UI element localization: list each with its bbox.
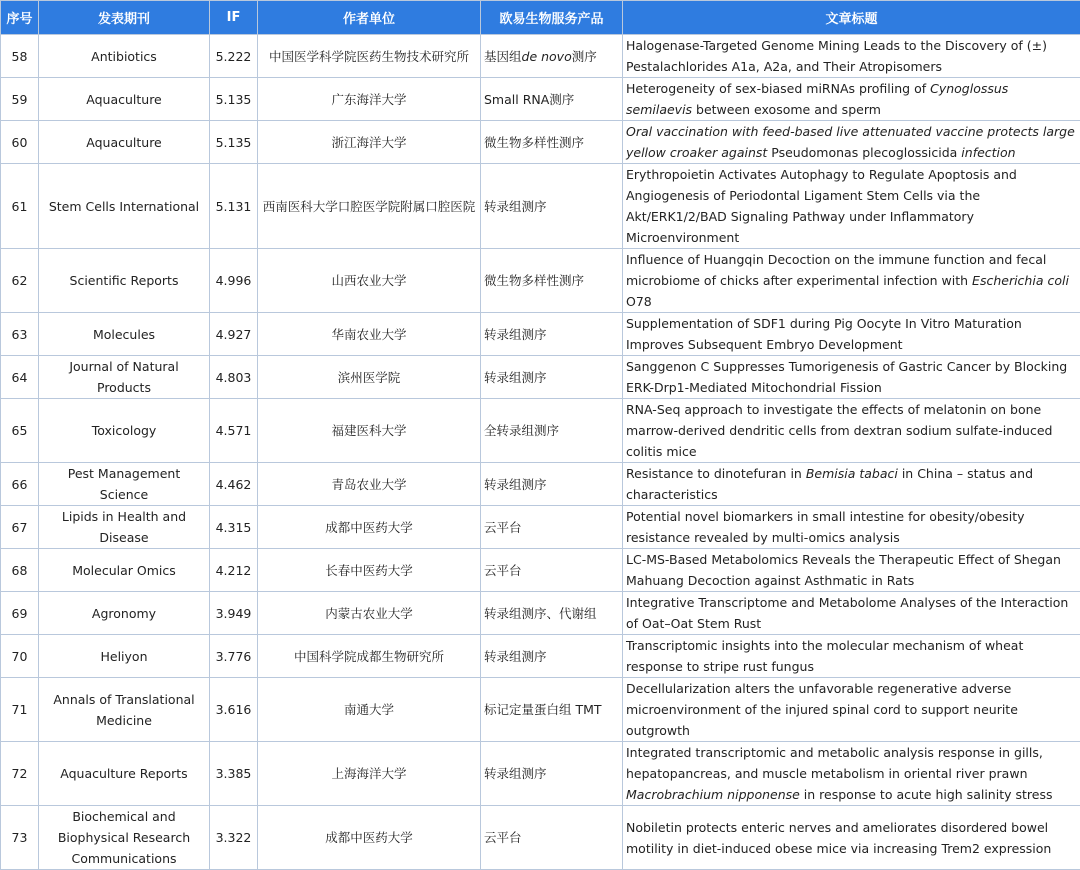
title-text: Decellularization alters the unfavorable regenerative adverse microenvironment of the injured spinal cord to support neurite outgrowth: [626, 681, 1018, 738]
cell-if: 4.462: [210, 463, 258, 506]
cell-if: 5.222: [210, 35, 258, 78]
cell-if: 3.322: [210, 806, 258, 870]
cell-author-unit: 上海海洋大学: [258, 742, 481, 806]
cell-service: [481, 356, 623, 399]
cell-author-unit: 华南农业大学: [258, 313, 481, 356]
cell-article-title: [623, 121, 1080, 164]
cell-service: [481, 678, 623, 742]
cell-journal: Molecular Omics: [39, 549, 210, 592]
cell-index: 66: [1, 463, 39, 506]
cell-author-unit: 成都中医药大学: [258, 806, 481, 870]
cell-author-unit: 中国医学科学院医药生物技术研究所: [258, 35, 481, 78]
cell-author-unit: 西南医科大学口腔医学院附属口腔医院: [258, 164, 481, 249]
cell-service: [481, 506, 623, 549]
title-text: Integrated transcriptomic and metabolic analysis response in gills, hepatopancreas, and muscle metabolism in oriental river prawn: [626, 745, 1043, 781]
cell-service: [481, 35, 623, 78]
table-header: [1, 1, 1080, 35]
service-text: 云平台: [484, 563, 522, 578]
cell-journal: Lipids in Health and Disease: [39, 506, 210, 549]
table-row: [1, 121, 1080, 164]
cell-index: 71: [1, 678, 39, 742]
service-text: de novo: [522, 49, 572, 64]
header-row: [1, 1, 1080, 35]
title-text: O78: [626, 294, 652, 309]
cell-author-unit: 长春中医药大学: [258, 549, 481, 592]
title-text: Resistance to dinotefuran in: [626, 466, 806, 481]
service-text: 转录组测序: [484, 649, 547, 664]
title-text: Halogenase-Targeted Genome Mining Leads to the Discovery of (±) Pestalachlorides A1a, A2a, and Their Atropisomers: [626, 38, 1047, 74]
cell-journal: Stem Cells International: [39, 164, 210, 249]
cell-index: 60: [1, 121, 39, 164]
cell-author-unit: 山西农业大学: [258, 249, 481, 313]
cell-article-title: [623, 35, 1080, 78]
service-text: 转录组测序: [484, 477, 547, 492]
service-text: 测序: [572, 49, 597, 64]
cell-journal: Journal of Natural Products: [39, 356, 210, 399]
service-text: Small RNA测序: [484, 92, 574, 107]
table-row: [1, 313, 1080, 356]
table-row: [1, 399, 1080, 463]
table-row: [1, 549, 1080, 592]
title-text: between exosome and sperm: [692, 102, 881, 117]
cell-if: 4.803: [210, 356, 258, 399]
cell-index: 59: [1, 78, 39, 121]
title-text: Erythropoietin Activates Autophagy to Regulate Apoptosis and Angiogenesis of Periodontal Ligament Stem Cells via the Akt/ERK1/2/BAD Signaling Pathway under Inflammatory Microenvironment: [626, 167, 1017, 245]
cell-index: 70: [1, 635, 39, 678]
service-text: 转录组测序: [484, 327, 547, 342]
cell-if: 4.996: [210, 249, 258, 313]
table-row: [1, 806, 1080, 870]
cell-author-unit: 中国科学院成都生物研究所: [258, 635, 481, 678]
service-text: 云平台: [484, 830, 522, 845]
table-row: [1, 592, 1080, 635]
col-header-index: 序号: [1, 1, 39, 35]
table-row: [1, 635, 1080, 678]
cell-journal: Aquaculture: [39, 121, 210, 164]
cell-article-title: [623, 806, 1080, 870]
table-row: [1, 678, 1080, 742]
title-text: infection: [961, 145, 1015, 160]
col-header-journal: 发表期刊: [39, 1, 210, 35]
table-row: [1, 164, 1080, 249]
cell-index: 58: [1, 35, 39, 78]
cell-author-unit: 内蒙古农业大学: [258, 592, 481, 635]
title-text: LC-MS-Based Metabolomics Reveals the Therapeutic Effect of Shegan Mahuang Decoction against Asthmatic in Rats: [626, 552, 1061, 588]
cell-service: [481, 635, 623, 678]
table-row: [1, 78, 1080, 121]
cell-service: [481, 121, 623, 164]
cell-journal: Heliyon: [39, 635, 210, 678]
table-row: [1, 35, 1080, 78]
cell-article-title: [623, 506, 1080, 549]
table-row: [1, 356, 1080, 399]
table-row: [1, 506, 1080, 549]
title-text: Potential novel biomarkers in small intestine for obesity/obesity resistance revealed by multi-omics analysis: [626, 509, 1025, 545]
cell-journal: Aquaculture: [39, 78, 210, 121]
title-text: Escherichia coli: [972, 273, 1069, 288]
title-text: Supplementation of SDF1 during Pig Oocyte In Vitro Maturation Improves Subsequent Embryo Development: [626, 316, 1022, 352]
cell-index: 67: [1, 506, 39, 549]
table-row: [1, 249, 1080, 313]
title-text: in China – status and characteristics: [626, 466, 1033, 502]
cell-if: 5.135: [210, 121, 258, 164]
col-header-service: 欧易生物服务产品: [481, 1, 623, 35]
cell-article-title: [623, 592, 1080, 635]
title-text: Sanggenon C Suppresses Tumorigenesis of Gastric Cancer by Blocking ERK-Drp1-Mediated Mitochondrial Fission: [626, 359, 1067, 395]
cell-journal: Toxicology: [39, 399, 210, 463]
cell-journal: Aquaculture Reports: [39, 742, 210, 806]
cell-if: 5.131: [210, 164, 258, 249]
cell-service: [481, 463, 623, 506]
cell-article-title: [623, 742, 1080, 806]
cell-journal: Molecules: [39, 313, 210, 356]
cell-index: 72: [1, 742, 39, 806]
service-text: 标记定量蛋白组 TMT: [484, 702, 602, 717]
service-text: 转录组测序: [484, 199, 547, 214]
cell-article-title: [623, 78, 1080, 121]
title-text: Influence of Huangqin Decoction on the immune function and fecal microbiome of chicks after experimental infection with: [626, 252, 1046, 288]
service-text: 微生物多样性测序: [484, 273, 584, 288]
cell-service: [481, 806, 623, 870]
title-text: Pseudomonas plecoglossicida: [767, 145, 961, 160]
cell-journal: Agronomy: [39, 592, 210, 635]
title-text: Bemisia tabaci: [806, 466, 898, 481]
table-row: [1, 742, 1080, 806]
cell-service: [481, 549, 623, 592]
service-text: 全转录组测序: [484, 423, 559, 438]
cell-service: [481, 399, 623, 463]
cell-if: 3.616: [210, 678, 258, 742]
title-text: Heterogeneity of sex-biased miRNAs profiling of: [626, 81, 930, 96]
cell-service: [481, 249, 623, 313]
service-text: 转录组测序: [484, 370, 547, 385]
cell-article-title: [623, 635, 1080, 678]
table-body: [1, 35, 1080, 870]
cell-article-title: [623, 549, 1080, 592]
cell-service: [481, 742, 623, 806]
cell-author-unit: 青岛农业大学: [258, 463, 481, 506]
cell-service: [481, 592, 623, 635]
cell-journal: Antibiotics: [39, 35, 210, 78]
title-text: Macrobrachium nipponense: [626, 787, 800, 802]
cell-index: 65: [1, 399, 39, 463]
cell-article-title: [623, 313, 1080, 356]
title-text: Oral vaccination with feed-based live attenuated vaccine protects large yellow croaker against: [626, 124, 1075, 160]
cell-author-unit: 福建医科大学: [258, 399, 481, 463]
col-header-if: IF: [210, 1, 258, 35]
cell-journal: Biochemical and Biophysical Research Communications: [39, 806, 210, 870]
cell-article-title: [623, 164, 1080, 249]
cell-index: 61: [1, 164, 39, 249]
cell-article-title: [623, 356, 1080, 399]
title-text: in response to acute high salinity stress: [800, 787, 1053, 802]
table-row: [1, 463, 1080, 506]
cell-service: [481, 313, 623, 356]
cell-article-title: [623, 678, 1080, 742]
service-text: 转录组测序: [484, 766, 547, 781]
cell-if: 5.135: [210, 78, 258, 121]
cell-service: [481, 164, 623, 249]
cell-if: 3.776: [210, 635, 258, 678]
cell-author-unit: 广东海洋大学: [258, 78, 481, 121]
cell-if: 4.571: [210, 399, 258, 463]
cell-if: 4.927: [210, 313, 258, 356]
service-text: 基因组: [484, 49, 522, 64]
cell-if: 3.385: [210, 742, 258, 806]
col-header-author-unit: 作者单位: [258, 1, 481, 35]
cell-article-title: [623, 249, 1080, 313]
cell-author-unit: 滨州医学院: [258, 356, 481, 399]
cell-if: 3.949: [210, 592, 258, 635]
cell-index: 73: [1, 806, 39, 870]
title-text: Integrative Transcriptome and Metabolome Analyses of the Interaction of Oat–Oat Stem Rust: [626, 595, 1068, 631]
cell-author-unit: 浙江海洋大学: [258, 121, 481, 164]
cell-if: 4.315: [210, 506, 258, 549]
service-text: 微生物多样性测序: [484, 135, 584, 150]
cell-author-unit: 成都中医药大学: [258, 506, 481, 549]
col-header-title: 文章标题: [623, 1, 1080, 35]
cell-author-unit: 南通大学: [258, 678, 481, 742]
title-text: Nobiletin protects enteric nerves and ameliorates disordered bowel motility in diet-induced obese mice via increasing Trem2 expression: [626, 820, 1051, 856]
service-text: 云平台: [484, 520, 522, 535]
cell-service: [481, 78, 623, 121]
cell-journal: Annals of Translational Medicine: [39, 678, 210, 742]
title-text: RNA-Seq approach to investigate the effects of melatonin on bone marrow-derived dendritic cells from dextran sodium sulfate-induced colitis mice: [626, 402, 1052, 459]
service-text: 转录组测序、代谢组: [484, 606, 597, 621]
title-text: Transcriptomic insights into the molecular mechanism of wheat response to stripe rust fungus: [626, 638, 1023, 674]
cell-article-title: [623, 463, 1080, 506]
cell-index: 68: [1, 549, 39, 592]
cell-index: 64: [1, 356, 39, 399]
cell-journal: Pest Management Science: [39, 463, 210, 506]
cell-index: 62: [1, 249, 39, 313]
cell-journal: Scientific Reports: [39, 249, 210, 313]
cell-article-title: [623, 399, 1080, 463]
cell-if: 4.212: [210, 549, 258, 592]
cell-index: 69: [1, 592, 39, 635]
title-text: Cynoglossus semilaevis: [626, 81, 1008, 117]
cell-index: 63: [1, 313, 39, 356]
